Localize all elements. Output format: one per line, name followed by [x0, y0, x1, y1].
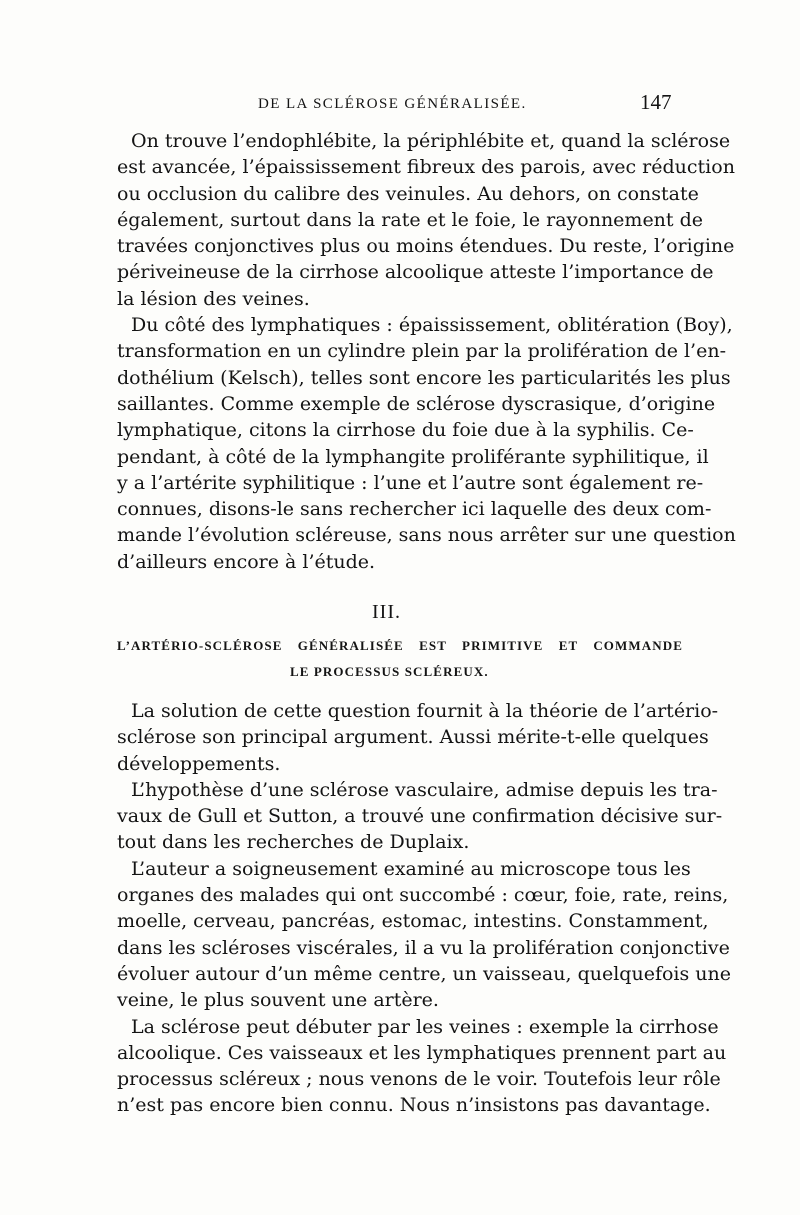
text-line: L’hypothèse d’une sclérose vasculaire, admise depuis les tra- — [131, 778, 718, 801]
text-block-top — [117, 128, 736, 575]
text-line: La solution de cette question fournit à la théorie de l’artério- — [131, 700, 719, 722]
text-line: d’ailleurs encore à l’étude. — [117, 550, 376, 573]
text-line: Du côté des lymphatiques : épaississement, oblitération (Boy), — [131, 314, 733, 337]
text-block-bottom — [117, 698, 731, 1119]
text-line: moelle, cerveau, pancréas, estomac, intestins. Constamment, — [117, 910, 709, 933]
text-line: est avancée, l’épaississement fibreux des parois, avec réduction — [117, 156, 735, 179]
text-line: lymphatique, citons la cirrhose du foie due à la syphilis. Ce- — [117, 419, 694, 442]
text-line: périveineuse de la cirrhose alcoolique atteste l’importance de — [117, 261, 714, 284]
text-line: transformation en un cylindre plein par la prolifération de l’en- — [117, 340, 726, 363]
text-line: également, surtout dans la rate et le foie, le rayonnement de — [117, 208, 704, 231]
section-title-line-1: L’ARTÉRIO-SCLÉROSE GÉNÉRALISÉE EST PRIMITIVE ET COMMANDE — [117, 638, 683, 653]
section-title-line-2: LE PROCESSUS SCLÉREUX. — [290, 664, 489, 679]
text-line: L’auteur a soigneusement examiné au microscope tous les — [131, 857, 691, 880]
text-line: alcoolique. Ces vaisseaux et les lymphatiques prennent part au — [117, 1041, 727, 1064]
text-line: pendant, à côté de la lymphangite proliférante syphilitique, il — [117, 445, 709, 468]
text-line: saillantes. Comme exemple de sclérose dyscrasique, d’origine — [117, 392, 716, 415]
text-line: vaux de Gull et Sutton, a trouvé une confirmation décisive sur- — [117, 805, 723, 828]
section-number: III. — [372, 601, 401, 623]
text-line: la lésion des veines. — [117, 287, 310, 310]
text-line: processus scléreux ; nous venons de le voir. Toutefois leur rôle — [117, 1068, 721, 1091]
running-head: DE LA SCLÉROSE GÉNÉRALISÉE. — [258, 96, 527, 112]
text-line: y a l’artérite syphilitique : l’une et l’autre sont également re- — [117, 471, 704, 494]
text-line: dans les scléroses viscérales, il a vu la prolifération conjonctive — [117, 936, 730, 959]
text-line: On trouve l’endophlébite, la périphlébite et, quand la sclérose — [131, 130, 731, 152]
text-line: veine, le plus souvent une artère. — [117, 989, 439, 1012]
text-line: La sclérose peut débuter par les veines : exemple la cirrhose — [131, 1015, 719, 1038]
text-line: organes des malades qui ont succombé : cœur, foie, rate, reins, — [117, 884, 729, 907]
text-line: travées conjonctives plus ou moins étendues. Du reste, l’origine — [117, 235, 735, 258]
text-line: n’est pas encore bien connu. Nous n’insistons pas davantage. — [117, 1094, 711, 1117]
text-line: mande l’évolution scléreuse, sans nous arrêter sur une question — [117, 524, 736, 547]
page-number: 147 — [640, 90, 672, 114]
text-line: dothélium (Kelsch), telles sont encore les particularités les plus — [117, 366, 731, 389]
text-line: ou occlusion du calibre des veinules. Au dehors, on constate — [117, 182, 699, 205]
text-line: sclérose son principal argument. Aussi mérite-t-elle quelques — [117, 726, 709, 749]
text-line: connues, disons-le sans rechercher ici laquelle des deux com- — [117, 498, 712, 521]
text-line: évoluer autour d’un même centre, un vaisseau, quelquefois une — [117, 962, 731, 985]
text-line: tout dans les recherches de Duplaix. — [117, 831, 470, 854]
text-line: développements. — [117, 752, 281, 775]
